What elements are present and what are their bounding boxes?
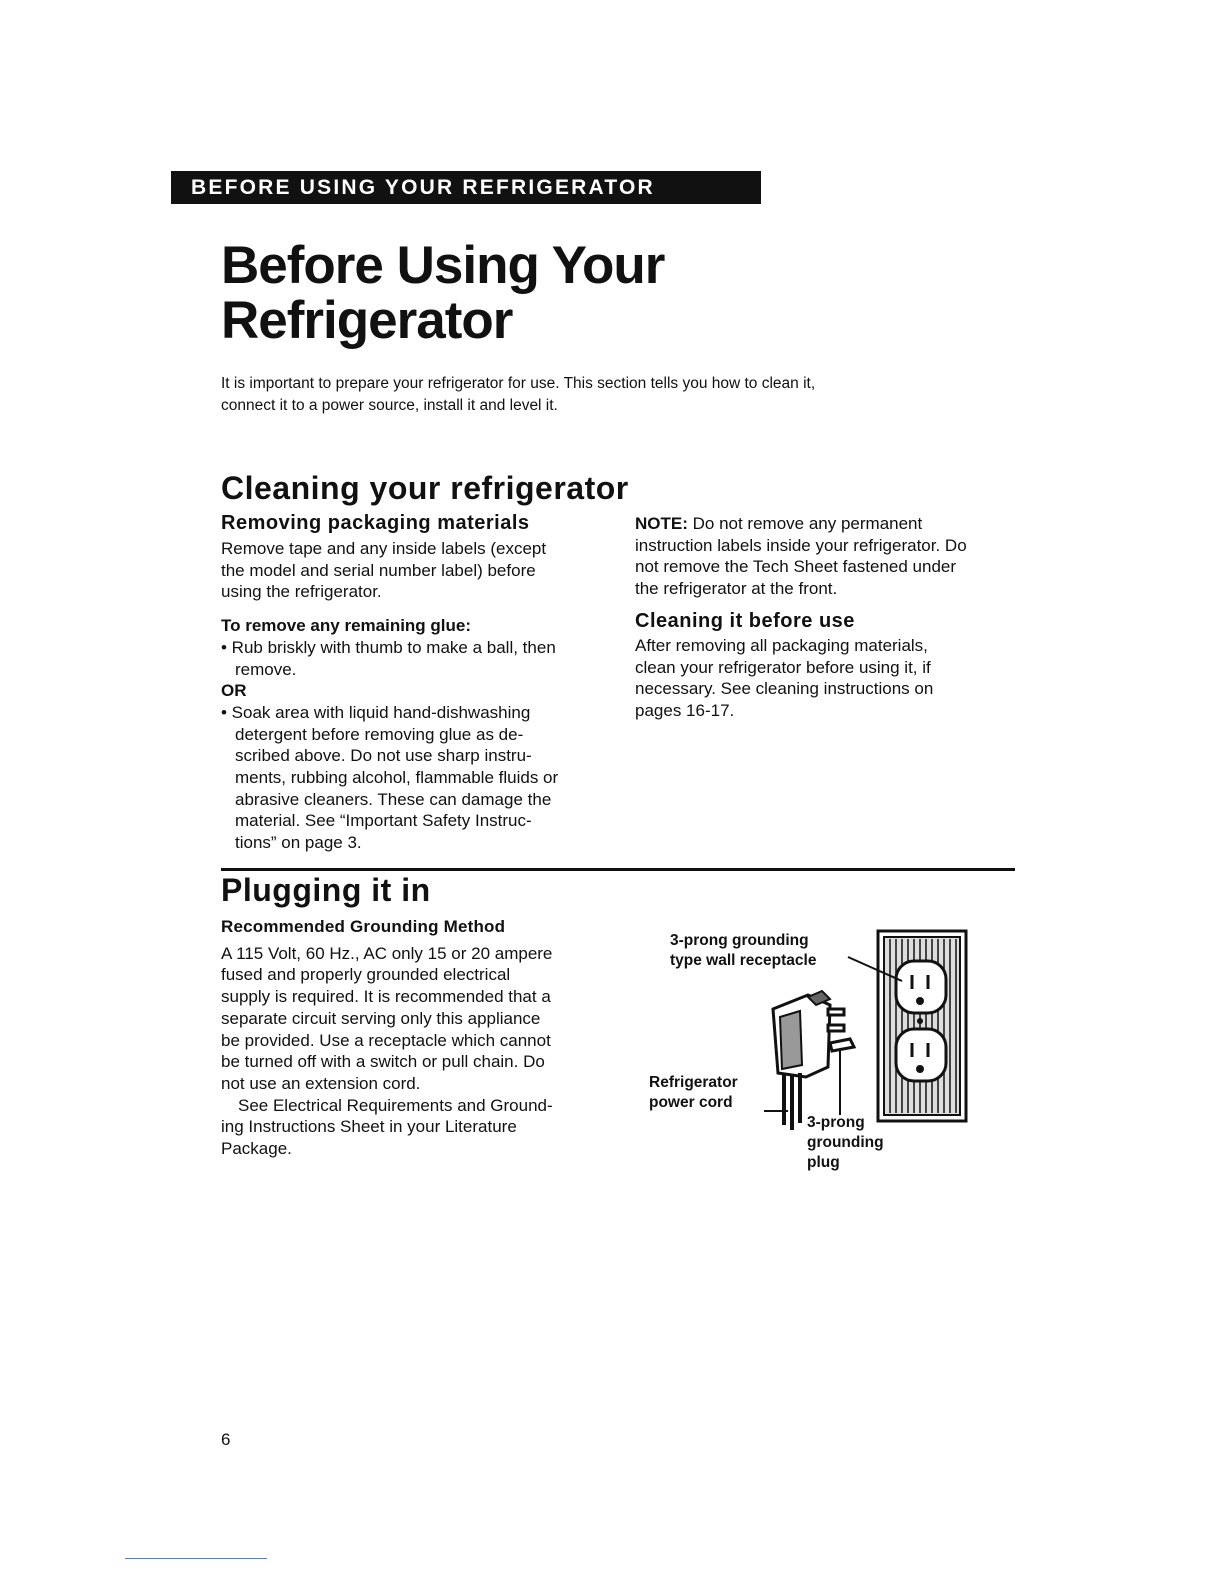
text-line: grounding [807, 1134, 884, 1151]
text-line: power cord [649, 1094, 733, 1111]
text-line: Refrigerator [649, 1074, 738, 1091]
text-line: remove. [235, 659, 297, 679]
text-line: not remove the Tech Sheet fastened under [635, 557, 957, 577]
text-line: scribed above. Do not use sharp instru- [235, 746, 532, 766]
text-line: be turned off with a switch or pull chain. Do [221, 1052, 545, 1072]
text-line: detergent before removing glue as de- [235, 724, 524, 744]
text-line: plug [807, 1154, 840, 1171]
page-number: 6 [221, 1430, 231, 1449]
text-line: Package. [221, 1139, 292, 1159]
text-line: necessary. See cleaning instructions on [635, 679, 934, 699]
text-line: A 115 Volt, 60 Hz., AC only 15 or 20 ampere [221, 943, 553, 963]
plugging-heading: Plugging it in [221, 872, 431, 908]
glue-bullet-2 [221, 702, 621, 854]
section-banner: BEFORE USING YOUR REFRIGERATOR [171, 171, 761, 204]
text-line: abrasive cleaners. These can damage the [235, 789, 552, 809]
removing-packaging-section [221, 511, 621, 854]
title-line-1: Before Using Your [221, 236, 665, 295]
instructions-paragraph [221, 1095, 621, 1160]
title-line-2: Refrigerator [221, 291, 513, 350]
text-line: instruction labels inside your refrigerator. Do [635, 535, 967, 555]
grounding-method-heading: Recommended Grounding Method [221, 917, 506, 936]
text-line: 3-prong grounding [670, 932, 809, 949]
plugging-section [221, 916, 621, 1160]
grounding-plug-figure [640, 925, 980, 1185]
footer-rule [125, 1558, 267, 1559]
text-line: tions” on page 3. [235, 833, 362, 853]
text-line: not use an extension cord. [221, 1073, 421, 1093]
text-line: See Electrical Requirements and Ground- [238, 1095, 553, 1115]
or-label: OR [221, 681, 247, 701]
text-line: the model and serial number label) before [221, 560, 536, 580]
removing-paragraph [221, 538, 621, 603]
cleaning-heading: Cleaning your refrigerator [221, 470, 629, 506]
note-section [635, 513, 1025, 722]
grounding-paragraph [221, 943, 621, 1095]
text-line: Remove tape and any inside labels (except [221, 539, 547, 558]
text-line: • Rub briskly with thumb to make a ball, then [221, 637, 556, 657]
text-line: ments, rubbing alcohol, flammable fluids or [235, 768, 559, 788]
text-line: be provided. Use a receptacle which cannot [221, 1030, 551, 1050]
section-divider [221, 868, 1015, 871]
cleaning-before-use-paragraph [635, 635, 1025, 722]
text-line: supply is required. It is recommended that a [221, 987, 551, 1007]
text-line: pages 16-17. [635, 700, 735, 720]
text-line: • Soak area with liquid hand-dishwashing [221, 702, 531, 722]
intro-line: connect it to a power source, install it and level it. [221, 397, 558, 414]
removing-packaging-heading: Removing packaging materials [221, 512, 530, 534]
intro-line: It is important to prepare your refrigerator for use. This section tells you how to clean it, [221, 375, 816, 392]
note-paragraph [635, 513, 1025, 600]
text-line: fused and properly grounded electrical [221, 965, 511, 985]
receptacle-label [670, 931, 816, 971]
intro-paragraph [221, 373, 981, 417]
text-line: material. See “Important Safety Instruc- [235, 811, 532, 831]
glue-heading: To remove any remaining glue: [221, 616, 472, 636]
text-line: separate circuit serving only this appliance [221, 1008, 541, 1028]
plug-label [807, 1113, 884, 1173]
text-line: type wall receptacle [670, 952, 817, 969]
glue-bullet-1 [221, 637, 621, 680]
text-line: 3-prong [807, 1114, 865, 1131]
text-line: Do not remove any permanent [687, 514, 923, 533]
page-title [221, 238, 664, 348]
text-line: After removing all packaging materials, [635, 635, 928, 655]
text-line: clean your refrigerator before using it, if [635, 657, 931, 677]
text-line: the refrigerator at the front. [635, 579, 838, 599]
text-line: ing Instructions Sheet in your Literature [221, 1117, 517, 1137]
text-line: using the refrigerator. [221, 582, 382, 602]
note-label: NOTE: [635, 514, 688, 533]
power-cord-label [649, 1073, 738, 1113]
cleaning-before-use-heading: Cleaning it before use [635, 609, 855, 632]
